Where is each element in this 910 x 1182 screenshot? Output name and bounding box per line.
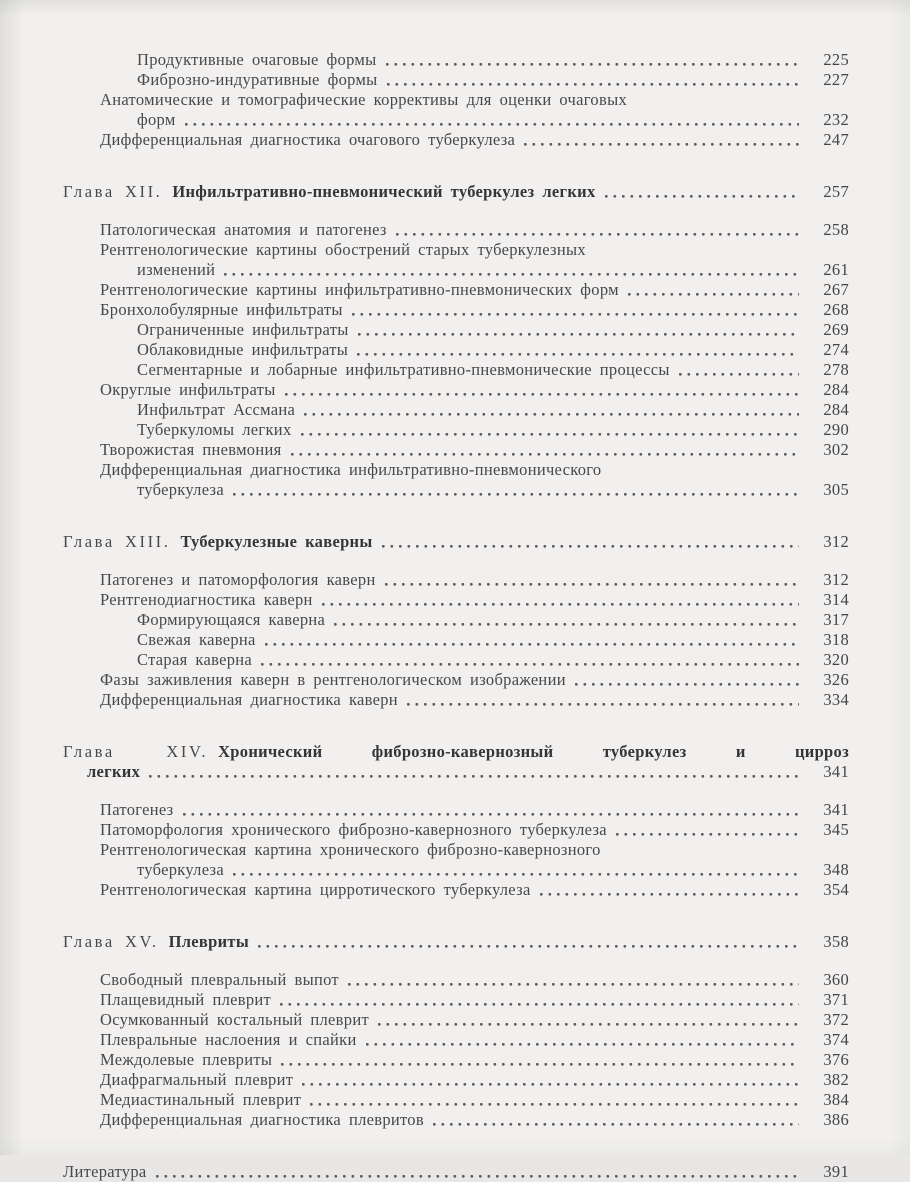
page-number: 274 — [823, 340, 849, 359]
dot-leader — [261, 655, 799, 670]
dot-leader — [334, 615, 799, 630]
dot-leader — [233, 485, 799, 500]
toc-entry-row — [63, 220, 849, 240]
entry-text: Плащевидный плеврит — [100, 990, 272, 1009]
page-number: 305 — [823, 480, 849, 499]
chapter-title: Плевриты — [168, 932, 250, 951]
page-number: 345 — [823, 820, 849, 839]
dot-leader — [149, 767, 799, 782]
dot-leader — [265, 635, 799, 650]
toc-entry-row — [63, 590, 849, 610]
dot-leader — [382, 537, 799, 552]
toc-entry-continuation-row — [63, 260, 849, 280]
page-number: 312 — [823, 570, 849, 589]
entry-text: Медиастинальный плеврит — [100, 1090, 302, 1109]
entry-text: Литература — [63, 1162, 147, 1181]
toc-entry-row — [63, 70, 849, 90]
entry-text: Творожистая пневмония — [100, 440, 282, 459]
page-number: 278 — [823, 360, 849, 379]
dot-leader — [358, 325, 799, 340]
page-number: 354 — [823, 880, 849, 899]
page-number: 257 — [823, 182, 849, 201]
entry-text: Рентгенологическая картина хронического фиброзно-кавернозного — [100, 840, 601, 859]
entry-text: Междолевые плевриты — [100, 1050, 273, 1069]
page-number: 391 — [823, 1162, 849, 1181]
toc-chapter-row — [63, 532, 849, 552]
toc-entry-row — [63, 1162, 849, 1182]
toc-entry-continuation-row — [63, 762, 849, 782]
toc-entry-row — [63, 820, 849, 840]
page-number: 358 — [823, 932, 849, 951]
entry-text: Облаковидные инфильтраты — [137, 340, 349, 359]
toc-entry-row — [63, 610, 849, 630]
toc-entry-row — [63, 460, 849, 480]
page-number: 268 — [823, 300, 849, 319]
page-number: 232 — [823, 110, 849, 129]
dot-leader — [281, 1055, 799, 1070]
toc-entry-row — [63, 130, 849, 150]
chapter-title: Туберкулезные каверны — [180, 532, 373, 551]
entry-text: Инфильтрат Ассмана — [137, 400, 296, 419]
dot-leader — [352, 305, 799, 320]
entry-text: Рентгенологические картины обострений старых туберкулезных — [100, 240, 586, 259]
entry-text: Анатомические и томографические коррективы для оценки очаговых — [100, 90, 628, 109]
dot-leader — [302, 1075, 799, 1090]
toc-entry-row — [63, 420, 849, 440]
toc-entry-row — [63, 400, 849, 420]
entry-text: Свободный плевральный выпот — [100, 970, 339, 989]
toc-entry-row — [63, 1070, 849, 1090]
page-number: 225 — [823, 50, 849, 69]
toc-entry-row — [63, 650, 849, 670]
toc-entry-row — [63, 800, 849, 820]
page-number: 312 — [823, 532, 849, 551]
dot-leader — [348, 975, 799, 990]
entry-text: Патогенез и патоморфология каверн — [100, 570, 376, 589]
dot-leader — [616, 825, 799, 840]
page-number: 384 — [823, 1090, 849, 1109]
page-number: 258 — [823, 220, 849, 239]
entry-text-continuation: изменений — [137, 260, 216, 279]
dot-leader — [386, 55, 799, 70]
toc-entry-row — [63, 320, 849, 340]
toc-entry-row — [63, 360, 849, 380]
page-number: 360 — [823, 970, 849, 989]
page-number: 317 — [823, 610, 849, 629]
entry-text: Дифференциальная диагностика очагового туберкулеза — [100, 130, 516, 149]
chapter-prefix: Глава XV. — [63, 932, 159, 951]
dot-leader — [396, 225, 799, 240]
dot-leader — [322, 595, 799, 610]
entry-text: Туберкуломы легких — [137, 420, 292, 439]
page-number: 318 — [823, 630, 849, 649]
page-number: 341 — [823, 800, 849, 819]
toc-list — [63, 50, 849, 1182]
toc-entry-row — [63, 840, 849, 860]
page-number: 326 — [823, 670, 849, 689]
dot-leader — [387, 75, 799, 90]
dot-leader — [605, 187, 799, 202]
entry-text: Формирующаяся каверна — [137, 610, 326, 629]
toc-entry-continuation-row — [63, 860, 849, 880]
toc-entry-row — [63, 570, 849, 590]
entry-text-continuation: форм — [137, 110, 176, 129]
dot-leader — [258, 937, 799, 952]
toc-entry-row — [63, 1030, 849, 1050]
chapter-title: Инфильтративно-пневмонический туберкулез легких — [172, 182, 596, 201]
toc-entry-row — [63, 880, 849, 900]
page-number: 372 — [823, 1010, 849, 1029]
dot-leader — [310, 1095, 799, 1110]
chapter-prefix: Глава XIV. — [63, 742, 209, 761]
entry-text-continuation: туберкулеза — [137, 480, 224, 499]
toc-entry-row — [63, 240, 849, 260]
page-number: 269 — [823, 320, 849, 339]
entry-text: Патогенез — [100, 800, 174, 819]
page-number: 227 — [823, 70, 849, 89]
entry-text: Бронхолобулярные инфильтраты — [100, 300, 343, 319]
page-number: 386 — [823, 1110, 849, 1129]
dot-leader — [385, 575, 799, 590]
dot-leader — [285, 385, 799, 400]
dot-leader — [224, 265, 799, 280]
entry-text: Дифференциальная диагностика плевритов — [100, 1110, 424, 1129]
dot-leader — [433, 1115, 799, 1130]
page-number: 341 — [823, 762, 849, 781]
dot-leader — [233, 865, 799, 880]
entry-text: Свежая каверна — [137, 630, 256, 649]
entry-text: Сегментарные и лобарные инфильтративно-пневмонические процессы — [137, 360, 670, 379]
page-number: 348 — [823, 860, 849, 879]
entry-text: Диафрагмальный плеврит — [100, 1070, 294, 1089]
entry-text: Рентгенологическая картина цирротического туберкулеза — [100, 880, 531, 899]
dot-leader — [378, 1015, 799, 1030]
entry-text: Рентгенодиагностика каверн — [100, 590, 313, 609]
entry-text: Плевральные наслоения и спайки — [100, 1030, 357, 1049]
dot-leader — [524, 135, 799, 150]
page-number: 314 — [823, 590, 849, 609]
toc-entry-row — [63, 1110, 849, 1130]
dot-leader — [407, 695, 799, 710]
entry-text: Дифференциальная диагностика каверн — [100, 690, 398, 709]
entry-text: Рентгенологические картины инфильтративно-пневмонических форм — [100, 280, 619, 299]
dot-leader — [301, 425, 800, 440]
dot-leader — [679, 365, 799, 380]
toc-entry-row — [63, 670, 849, 690]
entry-text: Патоморфология хронического фиброзно-кавернозного туберкулеза — [100, 820, 607, 839]
entry-text: Округлые инфильтраты — [100, 380, 276, 399]
toc-chapter-row — [63, 742, 849, 762]
page-number: 302 — [823, 440, 849, 459]
page-number: 376 — [823, 1050, 849, 1069]
dot-leader — [304, 405, 799, 420]
toc-entry-row — [63, 970, 849, 990]
toc-chapter-row — [63, 182, 849, 202]
dot-leader — [357, 345, 799, 360]
page-number: 284 — [823, 380, 849, 399]
toc-entry-row — [63, 1050, 849, 1070]
toc-entry-row — [63, 50, 849, 70]
toc-entry-continuation-row — [63, 480, 849, 500]
dot-leader — [183, 805, 799, 820]
page-number: 247 — [823, 130, 849, 149]
entry-text: Дифференциальная диагностика инфильтративно-пневмонического — [100, 460, 602, 479]
toc-entry-row — [63, 690, 849, 710]
chapter-prefix: Глава XIII. — [63, 532, 171, 551]
toc-entry-row — [63, 340, 849, 360]
toc-entry-row — [63, 380, 849, 400]
chapter-title: Хронический фиброзно-кавернозный туберкулез и цирроз — [218, 742, 849, 761]
toc-entry-continuation-row — [63, 110, 849, 130]
page-number: 382 — [823, 1070, 849, 1089]
toc-entry-row — [63, 1090, 849, 1110]
page-number: 374 — [823, 1030, 849, 1049]
toc-entry-row — [63, 440, 849, 460]
toc-entry-row — [63, 90, 849, 110]
dot-leader — [185, 115, 799, 130]
toc-entry-row — [63, 300, 849, 320]
entry-text: Старая каверна — [137, 650, 253, 669]
dot-leader — [540, 885, 799, 900]
entry-text: Патологическая анатомия и патогенез — [100, 220, 387, 239]
page-number: 334 — [823, 690, 849, 709]
toc-entry-row — [63, 1010, 849, 1030]
toc-entry-row — [63, 280, 849, 300]
entry-text: Фиброзно-индуративные формы — [137, 70, 378, 89]
page-number: 371 — [823, 990, 849, 1009]
page-number: 320 — [823, 650, 849, 669]
page-number: 284 — [823, 400, 849, 419]
chapter-prefix: Глава XII. — [63, 182, 163, 201]
toc-entry-row — [63, 630, 849, 650]
entry-text: Ограниченные инфильтраты — [137, 320, 349, 339]
dot-leader — [280, 995, 799, 1010]
page-number: 267 — [823, 280, 849, 299]
page-number: 261 — [823, 260, 849, 279]
dot-leader — [628, 285, 799, 300]
dot-leader — [291, 445, 799, 460]
entry-text: Осумкованный костальный плеврит — [100, 1010, 369, 1029]
toc-entry-row — [63, 990, 849, 1010]
toc-chapter-row — [63, 932, 849, 952]
page-number: 290 — [823, 420, 849, 439]
dot-leader — [156, 1167, 799, 1182]
dot-leader — [366, 1035, 799, 1050]
chapter-title-continuation: легких — [87, 762, 141, 781]
entry-text-continuation: туберкулеза — [137, 860, 224, 879]
entry-text: Продуктивные очаговые формы — [137, 50, 377, 69]
entry-text: Фазы заживления каверн в рентгенологическом изображении — [100, 670, 566, 689]
dot-leader — [575, 675, 799, 690]
